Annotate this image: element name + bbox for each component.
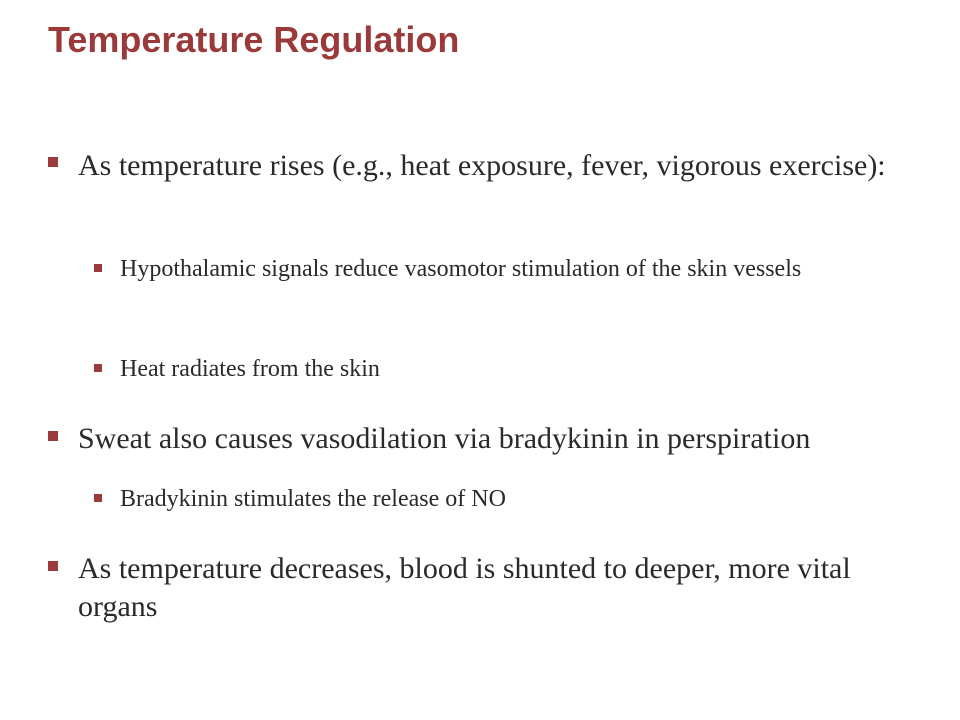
bullet-item-temperature-decreases: As temperature decreases, blood is shunted to deeper, more vital organs	[78, 552, 851, 623]
sub-bullet-marker-icon	[94, 264, 102, 272]
bullet-item-temperature-rises: As temperature rises (e.g., heat exposure, fever, vigorous exercise):	[78, 149, 886, 182]
sub-bullet-item-hypothalamic-signals: Hypothalamic signals reduce vasomotor stimulation of the skin vessels	[120, 256, 802, 282]
bullet-marker-icon	[48, 561, 58, 571]
sub-bullet-item-bradykinin-no: Bradykinin stimulates the release of NO	[120, 486, 506, 512]
bullet-marker-icon	[48, 157, 58, 167]
slide-title: Temperature Regulation	[48, 19, 460, 60]
bullet-marker-icon	[48, 431, 58, 441]
sub-bullet-marker-icon	[94, 364, 102, 372]
sub-bullet-marker-icon	[94, 494, 102, 502]
bullet-item-sweat-vasodilation: Sweat also causes vasodilation via bradykinin in perspiration	[78, 422, 811, 455]
sub-bullet-item-heat-radiates: Heat radiates from the skin	[120, 356, 380, 382]
